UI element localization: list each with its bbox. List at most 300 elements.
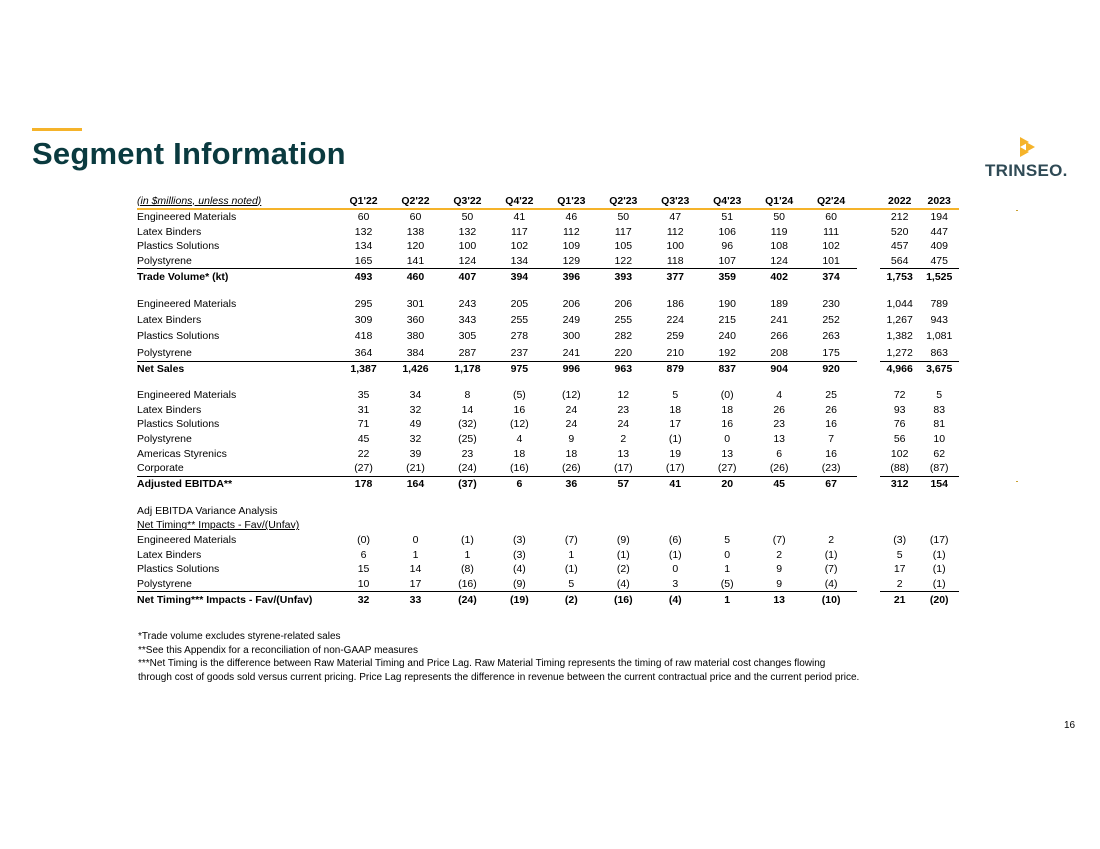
quarter-value: (3)	[512, 548, 526, 561]
quarter-value: (24)	[458, 462, 477, 475]
quarter-value: 4	[776, 389, 783, 402]
quarter-value: 2	[828, 533, 835, 546]
quarter-value: 12	[617, 389, 630, 402]
quarter-value: 402	[753, 269, 805, 285]
quarter-value: 25	[825, 389, 837, 402]
header-quarter: Q2'24	[805, 193, 857, 209]
quarter-value: (24)	[441, 592, 493, 608]
quarter-value: 100	[666, 240, 685, 253]
quarter-value: 106	[718, 225, 736, 238]
table-body	[137, 209, 959, 607]
quarter-value: 975	[493, 361, 545, 377]
year-value: 17	[893, 563, 906, 576]
spacer-row	[137, 284, 959, 295]
year-value: (88)	[890, 462, 910, 475]
gap-cell	[857, 562, 880, 577]
spacer-row	[137, 492, 959, 504]
logo-wordmark: TRINSEO.	[985, 161, 1068, 180]
row-label: Engineered Materials	[137, 297, 237, 310]
row-label: Plastics Solutions	[137, 563, 220, 576]
year-value: 72	[893, 389, 906, 402]
quarter-value: 206	[562, 297, 581, 310]
year-value: 475	[930, 255, 948, 268]
quarter-value: 57	[597, 476, 649, 492]
quarter-value: 837	[701, 361, 753, 377]
quarter-value: 20	[701, 476, 753, 492]
quarter-value: 35	[357, 389, 370, 402]
year-value: 21	[880, 592, 919, 608]
quarter-value: 377	[649, 269, 701, 285]
quarter-value: 192	[718, 346, 736, 359]
quarter-value: (10)	[805, 592, 857, 608]
total-row	[137, 361, 959, 377]
header-quarter: Q1'24	[753, 193, 805, 209]
quarter-value: 16	[721, 418, 734, 431]
year-value: (3)	[893, 533, 907, 546]
quarter-value: 18	[513, 447, 526, 460]
quarter-value: 132	[354, 225, 373, 238]
quarter-value: 33	[390, 592, 442, 608]
year-value: (1)	[932, 577, 946, 590]
year-value: 3,675	[919, 361, 959, 377]
year-value: 943	[930, 313, 948, 326]
table-row	[137, 446, 959, 461]
quarter-value: 5	[568, 577, 575, 590]
quarter-value: 111	[823, 225, 840, 238]
quarter-value: 5	[672, 389, 679, 402]
gap-cell	[857, 592, 880, 608]
quarter-value: (26)	[562, 462, 581, 475]
quarter-value: 101	[822, 255, 840, 268]
quarter-value: 295	[354, 297, 373, 310]
year-value: 194	[930, 211, 948, 224]
year-value: 1,044	[886, 297, 913, 310]
quarter-value: (21)	[406, 462, 425, 475]
quarter-value: 6	[360, 548, 367, 561]
header-gap	[857, 193, 880, 209]
header-quarter: Q3'22	[441, 193, 493, 209]
year-value: 5	[936, 389, 943, 402]
table-row	[137, 533, 959, 548]
table-row	[137, 312, 959, 328]
trinseo-logo	[985, 137, 1075, 182]
year-value: 312	[880, 476, 919, 492]
quarter-value: 1	[701, 592, 753, 608]
year-value: 1,267	[886, 313, 913, 326]
quarter-value: (1)	[668, 548, 682, 561]
table-row	[137, 388, 959, 403]
year-value: 789	[930, 297, 948, 310]
spacer-cell	[137, 284, 959, 295]
quarter-value: 105	[614, 240, 633, 253]
quarter-value: 26	[825, 403, 837, 416]
quarter-value: 50	[617, 211, 630, 224]
quarter-value: 301	[406, 297, 425, 310]
quarter-value: 300	[562, 330, 581, 343]
quarter-value: 9	[568, 433, 575, 446]
quarter-value: 230	[822, 297, 840, 310]
quarter-value: 119	[770, 225, 788, 238]
quarter-value: 2	[620, 433, 627, 446]
quarter-value: (27)	[717, 462, 737, 475]
quarter-value: 178	[338, 476, 390, 492]
quarter-value: 13	[773, 433, 785, 446]
quarter-value: 26	[773, 403, 785, 416]
quarter-value: (4)	[512, 563, 526, 576]
quarter-value: 134	[510, 255, 529, 268]
header-quarter: Q3'23	[649, 193, 701, 209]
year-value: (17)	[929, 533, 949, 546]
decorative-tick	[1016, 210, 1018, 211]
quarter-value: 255	[510, 313, 529, 326]
quarter-value: 1,178	[441, 361, 493, 377]
header-units-label: (in $millions, unless noted)	[137, 193, 338, 209]
quarter-value: (16)	[510, 462, 529, 475]
quarter-value: (5)	[720, 577, 734, 590]
quarter-value: (16)	[458, 577, 477, 590]
decorative-tick	[1016, 481, 1018, 482]
gap-cell	[857, 461, 880, 476]
quarter-value: 16	[513, 403, 526, 416]
quarter-value: 360	[406, 313, 425, 326]
quarter-value: 50	[461, 211, 474, 224]
quarter-value: 138	[406, 225, 425, 238]
quarter-value: (12)	[562, 389, 581, 402]
quarter-value: (17)	[613, 462, 633, 475]
quarter-value: 259	[666, 330, 685, 343]
quarter-value: 263	[822, 330, 840, 343]
gap-cell	[857, 361, 880, 377]
quarter-value: 31	[357, 403, 370, 416]
spacer-row	[137, 377, 959, 388]
year-value: 564	[890, 255, 909, 268]
quarter-value: 9	[776, 563, 783, 576]
year-value: 409	[930, 240, 948, 253]
quarter-value: 359	[701, 269, 753, 285]
quarter-value: 278	[510, 330, 529, 343]
header-quarter: Q1'22	[338, 193, 390, 209]
quarter-value: 224	[666, 313, 685, 326]
gap-cell	[857, 388, 880, 403]
year-value: 212	[890, 211, 909, 224]
quarter-value: 141	[406, 255, 425, 268]
row-label: Plastics Solutions	[137, 330, 220, 343]
quarter-value: 60	[825, 211, 837, 224]
year-value: 1,525	[919, 269, 959, 285]
quarter-value: (0)	[720, 389, 734, 402]
quarter-value: 15	[357, 563, 370, 576]
quarter-value: 7	[828, 433, 835, 446]
row-label: Engineered Materials	[137, 389, 237, 402]
quarter-value: 122	[614, 255, 633, 268]
quarter-value: 102	[822, 240, 840, 253]
quarter-value: 71	[357, 418, 370, 431]
quarter-value: 60	[357, 211, 370, 224]
quarter-value: 16	[825, 447, 837, 460]
quarter-value: 1	[568, 548, 575, 561]
row-label: Trade Volume* (kt)	[137, 269, 338, 285]
quarter-value: (0)	[357, 533, 370, 546]
quarter-value: (8)	[461, 563, 474, 576]
quarter-value: (1)	[461, 533, 474, 546]
quarter-value: (16)	[597, 592, 649, 608]
row-label: Latex Binders	[137, 313, 202, 326]
quarter-value: 18	[669, 403, 682, 416]
table-row	[137, 417, 959, 432]
table-row	[137, 328, 959, 344]
row-label: Engineered Materials	[137, 533, 237, 546]
quarter-value: 963	[597, 361, 649, 377]
quarter-value: 14	[461, 403, 474, 416]
gap-cell	[857, 269, 880, 285]
gap-cell	[857, 225, 880, 240]
quarter-value: (26)	[769, 462, 789, 475]
spacer-cell	[137, 377, 959, 388]
table-row	[137, 209, 959, 225]
quarter-value: (1)	[824, 548, 838, 561]
gap-cell	[857, 254, 880, 269]
segment-table	[137, 193, 959, 607]
quarter-value: 237	[510, 346, 529, 359]
gap-cell	[857, 345, 880, 362]
quarter-value: 6	[776, 447, 783, 460]
total-row	[137, 476, 959, 492]
quarter-value: (5)	[512, 389, 526, 402]
quarter-value: 45	[753, 476, 805, 492]
quarter-value: (4)	[649, 592, 701, 608]
table-header	[137, 193, 959, 209]
quarter-value: (1)	[616, 548, 630, 561]
row-label: Polystyrene	[137, 346, 192, 359]
table-row	[137, 576, 959, 591]
gap-cell	[857, 403, 880, 418]
quarter-value: (7)	[824, 563, 838, 576]
quarter-value: 396	[545, 269, 597, 285]
page-number: 16	[1064, 720, 1076, 731]
gap-cell	[857, 328, 880, 344]
quarter-value: 47	[669, 211, 682, 224]
quarter-value: 120	[406, 240, 425, 253]
quarter-value: 118	[666, 255, 684, 268]
quarter-value: 17	[409, 577, 422, 590]
year-value: (87)	[929, 462, 949, 475]
row-label: Adjusted EBITDA**	[137, 476, 338, 492]
quarter-value: 189	[770, 297, 788, 310]
quarter-value: 129	[562, 255, 581, 268]
footnote: ***Net Timing is the difference between Raw Material Timing and Price Lag. Raw Material Timing represents the timing of raw material cost changes flowing	[138, 658, 826, 670]
quarter-value: 14	[409, 563, 422, 576]
quarter-value: (32)	[458, 418, 477, 431]
year-value: 520	[890, 225, 909, 238]
table-row	[137, 295, 959, 311]
row-label: Latex Binders	[137, 548, 202, 561]
quarter-value: (3)	[512, 533, 526, 546]
quarter-value: 241	[562, 346, 581, 359]
quarter-value: 394	[493, 269, 545, 285]
quarter-value: 1,387	[338, 361, 390, 377]
quarter-value: (4)	[616, 577, 630, 590]
year-value: 2	[896, 577, 903, 590]
quarter-value: 46	[565, 211, 578, 224]
quarter-value: 249	[562, 313, 581, 326]
header-year: 2022	[880, 193, 919, 209]
year-value: 102	[890, 447, 909, 460]
year-value: 81	[933, 418, 946, 431]
quarter-value: 32	[409, 433, 422, 446]
row-label: Polystyrene	[137, 255, 192, 268]
variance-title-text: Adj EBITDA Variance Analysis	[137, 504, 278, 517]
quarter-value: 51	[721, 211, 734, 224]
gap-cell	[857, 295, 880, 311]
quarter-value: 39	[409, 447, 422, 460]
quarter-value: (27)	[354, 462, 373, 475]
quarter-value: 96	[721, 240, 734, 253]
quarter-value: 22	[357, 447, 370, 460]
quarter-value: 36	[545, 476, 597, 492]
quarter-value: 8	[464, 389, 471, 402]
quarter-value: 164	[390, 476, 442, 492]
row-label: Corporate	[137, 462, 184, 475]
quarter-value: 343	[458, 313, 477, 326]
quarter-value: 393	[597, 269, 649, 285]
quarter-value: 165	[354, 255, 373, 268]
year-value: 457	[890, 240, 909, 253]
quarter-value: 107	[718, 255, 736, 268]
gap-cell	[857, 547, 880, 562]
quarter-value: 0	[672, 563, 679, 576]
quarter-value: (9)	[512, 577, 526, 590]
year-value: 154	[919, 476, 959, 492]
quarter-value: 240	[718, 330, 736, 343]
year-value: 1,753	[880, 269, 919, 285]
quarter-value: (2)	[616, 563, 630, 576]
quarter-value: 2	[776, 548, 783, 561]
quarter-value: 996	[545, 361, 597, 377]
table-row	[137, 562, 959, 577]
quarter-value: 1,426	[390, 361, 442, 377]
quarter-value: 1	[412, 548, 419, 561]
gap-cell	[857, 476, 880, 492]
total-row	[137, 592, 959, 608]
footnotes	[138, 630, 968, 684]
row-label: Polystyrene	[137, 577, 192, 590]
quarter-value: 879	[649, 361, 701, 377]
year-value: 1,272	[886, 346, 913, 359]
quarter-value: (4)	[824, 577, 838, 590]
year-value: 56	[893, 433, 906, 446]
quarter-value: 9	[776, 577, 783, 590]
table-row	[137, 345, 959, 362]
year-value: 1,081	[926, 330, 953, 343]
quarter-value: 13	[721, 447, 734, 460]
quarter-value: (9)	[616, 533, 630, 546]
quarter-value: 309	[354, 313, 373, 326]
year-value: 1,382	[886, 330, 913, 343]
quarter-value: 287	[458, 346, 477, 359]
header-quarter: Q1'23	[545, 193, 597, 209]
row-label: Engineered Materials	[137, 211, 237, 224]
gap-cell	[857, 239, 880, 254]
footnote: through cost of goods sold versus current pricing. Price Lag represents the difference in revenue between the current contractual price and the current period price.	[138, 671, 860, 683]
table-row	[137, 432, 959, 447]
quarter-value: 210	[666, 346, 685, 359]
row-label: Net Timing*** Impacts - Fav/(Unfav)	[137, 592, 338, 608]
row-label: Plastics Solutions	[137, 418, 220, 431]
quarter-value: 10	[357, 577, 370, 590]
quarter-value: 19	[669, 447, 682, 460]
spacer-cell	[137, 492, 959, 504]
row-label: Latex Binders	[137, 225, 202, 238]
page-title: Segment Information	[32, 136, 346, 171]
quarter-value: 24	[617, 418, 630, 431]
year-value: (20)	[919, 592, 959, 608]
quarter-value: 208	[770, 346, 788, 359]
header-quarter: Q4'22	[493, 193, 545, 209]
quarter-value: 41	[649, 476, 701, 492]
variance-subtitle-text: Net Timing** Impacts - Fav/(Unfav)	[137, 519, 300, 532]
quarter-value: 0	[724, 433, 731, 446]
row-label: Latex Binders	[137, 403, 202, 416]
quarter-value: 920	[805, 361, 857, 377]
variance-title	[137, 504, 959, 519]
footnote: **See this Appendix for a reconciliation of non-GAAP measures	[138, 644, 418, 656]
quarter-value: (12)	[510, 418, 529, 431]
year-value: 863	[930, 346, 948, 359]
quarter-value: 45	[357, 433, 370, 446]
quarter-value: 16	[825, 418, 837, 431]
quarter-value: 4	[516, 433, 523, 446]
quarter-value: 67	[805, 476, 857, 492]
quarter-value: (25)	[458, 433, 477, 446]
row-label: Polystyrene	[137, 433, 192, 446]
gap-cell	[857, 417, 880, 432]
table-row	[137, 403, 959, 418]
gap-cell	[857, 312, 880, 328]
quarter-value: 50	[773, 211, 785, 224]
year-value: 4,966	[880, 361, 919, 377]
quarter-value: 186	[666, 297, 685, 310]
quarter-value: 1	[464, 548, 471, 561]
quarter-value: 3	[672, 577, 679, 590]
year-value: 10	[933, 433, 946, 446]
year-value: 62	[933, 447, 946, 460]
quarter-value: 0	[412, 533, 419, 546]
quarter-value: 34	[409, 389, 422, 402]
quarter-value: (23)	[821, 462, 841, 475]
quarter-value: (7)	[564, 533, 578, 546]
quarter-value: 241	[770, 313, 788, 326]
quarter-value: (37)	[441, 476, 493, 492]
quarter-value: 23	[617, 403, 630, 416]
year-value: (1)	[932, 563, 946, 576]
row-label: Plastics Solutions	[137, 240, 220, 253]
quarter-value: 117	[614, 225, 632, 238]
quarter-value: 18	[721, 403, 734, 416]
row-label: Americas Styrenics	[137, 447, 227, 460]
total-row	[137, 269, 959, 285]
gap-cell	[857, 209, 880, 225]
year-value: 83	[933, 403, 946, 416]
variance-subtitle	[137, 518, 959, 533]
footnote: *Trade volume excludes styrene-related sales	[138, 631, 341, 642]
header-year: 2023	[919, 193, 959, 209]
quarter-value: (2)	[545, 592, 597, 608]
quarter-value: 18	[565, 447, 578, 460]
header-quarter: Q2'22	[390, 193, 442, 209]
quarter-value: 49	[409, 418, 422, 431]
quarter-value: (19)	[493, 592, 545, 608]
quarter-value: (17)	[665, 462, 685, 475]
